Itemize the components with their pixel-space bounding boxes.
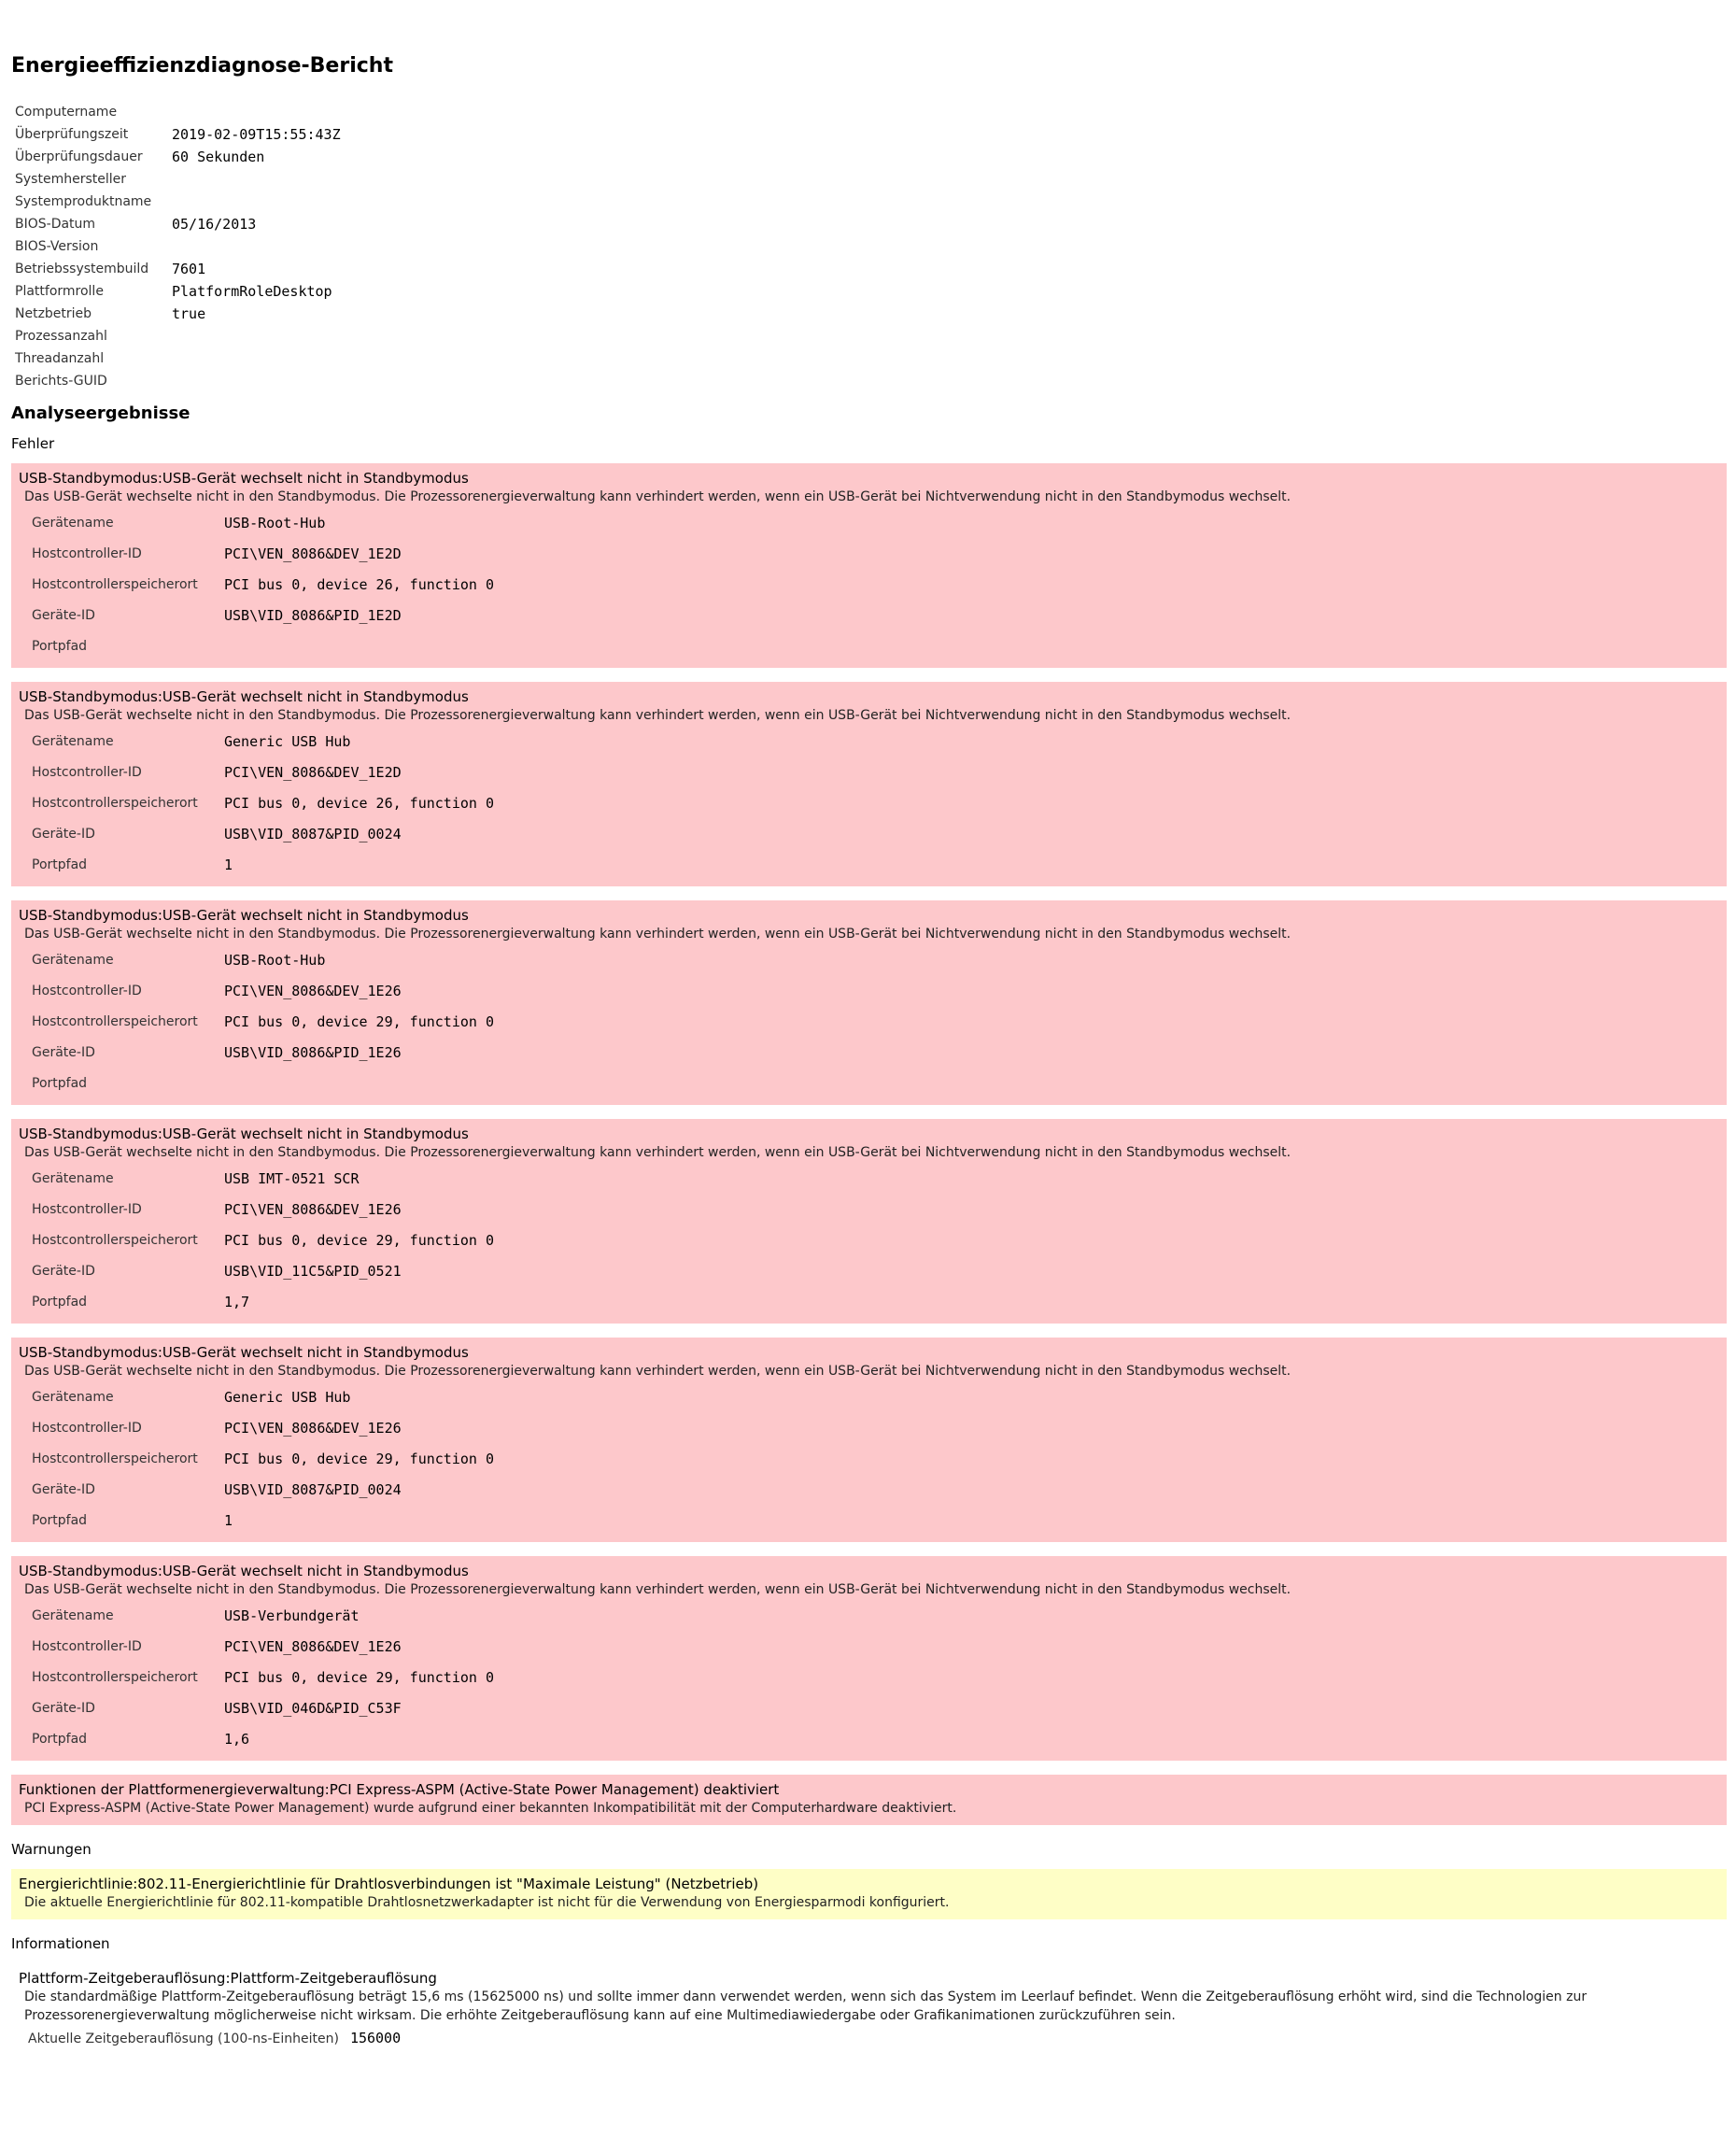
info-detail-row (28, 2029, 1721, 2048)
system-info-key: BIOS-Version (15, 239, 99, 254)
error-item (11, 900, 1727, 1105)
system-info-row (13, 191, 346, 213)
error-detail-value: PCI\VEN_8086&DEV_1E26 (224, 983, 402, 999)
error-detail-row (28, 1724, 500, 1755)
system-info-value: PlatformRoleDesktop (172, 283, 332, 300)
system-info-key: Threadanzahl (15, 351, 105, 366)
error-detail-row (28, 1256, 500, 1287)
warning-description: Die aktuelle Energierichtlinie für 802.11-kompatible Drahtlosnetzwerkadapter ist nicht für die Verwendung von Energiesparmodi konfiguriert. (24, 1895, 950, 1910)
system-info-row (13, 370, 346, 392)
error-item (11, 1119, 1727, 1324)
error-detail-key: Portpfad (32, 639, 88, 654)
error-detail-key: Geräte-ID (32, 1045, 95, 1060)
error-detail-row (28, 1007, 500, 1038)
error-title: Funktionen der Plattformenergieverwaltung:PCI Express-ASPM (Active-State Power Management) deaktiviert (19, 1781, 780, 1798)
error-detail-row (28, 1069, 500, 1099)
error-detail-value: USB\VID_8086&PID_1E2D (224, 607, 402, 624)
error-detail-row (28, 508, 500, 539)
warnings-list (11, 1869, 1725, 1919)
error-detail-key: Hostcontroller-ID (32, 1421, 142, 1436)
system-info-value: true (172, 305, 206, 322)
error-detail-row (28, 1475, 500, 1506)
system-info-row (13, 258, 346, 280)
error-detail-row (28, 1693, 500, 1724)
error-detail-value: USB-Root-Hub (224, 952, 326, 969)
error-detail-row (28, 601, 500, 631)
error-detail-key: Hostcontroller-ID (32, 1639, 142, 1654)
error-detail-table (28, 945, 500, 1099)
error-detail-key: Hostcontroller-ID (32, 765, 142, 780)
error-detail-value: USB IMT-0521 SCR (224, 1170, 360, 1187)
error-detail-value: PCI bus 0, device 29, function 0 (224, 1013, 494, 1030)
info-label: Informationen (11, 1935, 110, 1952)
system-info-key: BIOS-Datum (15, 217, 96, 232)
error-detail-key: Hostcontrollerspeicherort (32, 577, 198, 592)
error-detail-value: USB\VID_8087&PID_0024 (224, 1481, 402, 1498)
error-detail-row (28, 631, 500, 662)
error-detail-value (220, 1069, 500, 1099)
error-item (11, 682, 1727, 886)
error-detail-row (28, 1225, 500, 1256)
error-description: Das USB-Gerät wechselte nicht in den Standbymodus. Die Prozessorenergieverwaltung kann verhindert werden, wenn ein USB-Gerät bei Nichtverwendung nicht in den Standbymodus wechselt. (24, 708, 1291, 723)
system-info-key: Systemproduktname (15, 194, 152, 209)
error-detail-value: PCI\VEN_8086&DEV_1E2D (224, 545, 402, 562)
system-info-row (13, 101, 346, 123)
error-detail-row (28, 1195, 500, 1225)
system-info-row (13, 123, 346, 146)
warnings-label: Warnungen (11, 1841, 92, 1858)
error-description: Das USB-Gerät wechselte nicht in den Standbymodus. Die Prozessorenergieverwaltung kann verhindert werden, wenn ein USB-Gerät bei Nichtverwendung nicht in den Standbymodus wechselt. (24, 1582, 1291, 1597)
system-info-value (170, 325, 346, 347)
error-detail-value: PCI\VEN_8086&DEV_1E26 (224, 1638, 402, 1655)
info-title: Plattform-Zeitgeberauflösung:Plattform-Zeitgeberauflösung (19, 1970, 437, 1987)
error-detail-value: PCI\VEN_8086&DEV_1E26 (224, 1420, 402, 1437)
error-item (11, 463, 1727, 668)
error-detail-value (220, 631, 500, 662)
system-info-value: 05/16/2013 (172, 216, 257, 233)
error-detail-value: 1,7 (224, 1294, 250, 1310)
error-detail-table (28, 1164, 500, 1318)
error-detail-key: Portpfad (32, 1295, 88, 1310)
error-title: USB-Standbymodus:USB-Gerät wechselt nicht in Standbymodus (19, 1344, 469, 1361)
error-detail-row (28, 727, 500, 757)
error-detail-value: Generic USB Hub (224, 1389, 351, 1406)
system-info-key: Überprüfungsdauer (15, 149, 143, 164)
error-item (11, 1775, 1727, 1825)
errors-label: Fehler (11, 435, 55, 452)
error-detail-row (28, 539, 500, 570)
system-info-value (170, 168, 346, 191)
error-detail-value: USB\VID_046D&PID_C53F (224, 1700, 402, 1717)
error-detail-row (28, 1506, 500, 1536)
error-detail-row (28, 850, 500, 881)
error-detail-key: Geräte-ID (32, 1482, 95, 1497)
error-detail-value: USB-Verbundgerät (224, 1607, 360, 1624)
system-info-value: 60 Sekunden (172, 149, 265, 165)
error-detail-key: Portpfad (32, 1076, 88, 1091)
error-detail-key: Geräte-ID (32, 827, 95, 842)
error-detail-key: Hostcontroller-ID (32, 984, 142, 998)
error-detail-key: Hostcontrollerspeicherort (32, 1014, 198, 1029)
error-title: USB-Standbymodus:USB-Gerät wechselt nicht in Standbymodus (19, 1563, 469, 1579)
error-detail-key: Hostcontrollerspeicherort (32, 796, 198, 811)
error-detail-key: Geräte-ID (32, 1264, 95, 1279)
error-detail-row (28, 1382, 500, 1413)
error-detail-table (28, 1601, 500, 1755)
error-detail-key: Hostcontrollerspeicherort (32, 1233, 198, 1248)
error-detail-row (28, 1164, 500, 1195)
system-info-row (13, 168, 346, 191)
error-detail-value: PCI bus 0, device 29, function 0 (224, 1451, 494, 1467)
error-detail-value: USB\VID_11C5&PID_0521 (224, 1263, 402, 1280)
error-detail-value: PCI bus 0, device 29, function 0 (224, 1232, 494, 1249)
error-detail-key: Gerätename (32, 1171, 114, 1186)
warning-title: Energierichtlinie:802.11-Energierichtlinie für Drahtlosverbindungen ist "Maximale Leistung" (Netzbetrieb) (19, 1876, 759, 1892)
error-detail-row (28, 1632, 500, 1663)
error-detail-key: Hostcontroller-ID (32, 546, 142, 561)
system-info-key: Berichts-GUID (15, 374, 107, 389)
info-detail-key: Aktuelle Zeitgeberauflösung (100-ns-Einheiten) (28, 2032, 339, 2046)
error-detail-value: 1 (224, 1512, 233, 1529)
system-info-value (170, 191, 346, 213)
system-info-value (170, 235, 346, 258)
error-description: PCI Express-ASPM (Active-State Power Management) wurde aufgrund einer bekannten Inkompatibilität mit der Computerhardware deaktiviert. (24, 1801, 957, 1816)
error-detail-value: 1 (224, 857, 233, 873)
error-detail-table (28, 1382, 500, 1536)
error-title: USB-Standbymodus:USB-Gerät wechselt nicht in Standbymodus (19, 907, 469, 924)
error-detail-key: Geräte-ID (32, 1701, 95, 1716)
system-info-row (13, 325, 346, 347)
warning-item (11, 1869, 1727, 1919)
error-detail-row (28, 976, 500, 1007)
system-info-value (170, 370, 346, 392)
error-detail-value: USB\VID_8086&PID_1E26 (224, 1044, 402, 1061)
error-detail-row (28, 1413, 500, 1444)
error-detail-row (28, 1444, 500, 1475)
error-title: USB-Standbymodus:USB-Gerät wechselt nicht in Standbymodus (19, 470, 469, 487)
error-detail-key: Portpfad (32, 857, 88, 872)
error-detail-value: PCI bus 0, device 29, function 0 (224, 1669, 494, 1686)
system-info-row (13, 146, 346, 168)
system-info-row (13, 213, 346, 235)
system-info-key: Betriebssystembuild (15, 262, 149, 276)
info-detail-value: 156000 (349, 2030, 402, 2046)
error-title: USB-Standbymodus:USB-Gerät wechselt nicht in Standbymodus (19, 688, 469, 705)
info-item (11, 1963, 1727, 2054)
error-detail-row (28, 1287, 500, 1318)
error-item (11, 1556, 1727, 1761)
system-info-value (170, 101, 346, 123)
error-detail-row (28, 570, 500, 601)
error-detail-value: 1,6 (224, 1731, 250, 1748)
error-detail-key: Gerätename (32, 516, 114, 531)
system-info-key: Überprüfungszeit (15, 127, 129, 142)
error-detail-key: Hostcontrollerspeicherort (32, 1451, 198, 1466)
system-info-row (13, 347, 346, 370)
info-description: Die standardmäßige Plattform-Zeitgeberauflösung beträgt 15,6 ms (15625000 ns) und sollte immer dann verwendet werden, wenn sich das System im Leerlauf befindet. Wenn die Zeitgeberauflösung erhöht wird, sind die Technologien zur Prozessorenergieverwaltung möglicherweise nicht wirksam. Die erhöhte Zeitgeberauflösung kann auf eine Multimediawiedergabe oder Grafikanimationen zurückzuführen sein. (24, 1989, 1588, 2023)
system-info-row (13, 280, 346, 303)
error-detail-row (28, 945, 500, 976)
error-detail-value: PCI bus 0, device 26, function 0 (224, 795, 494, 812)
system-info-value (170, 347, 346, 370)
error-detail-key: Gerätename (32, 734, 114, 749)
error-description: Das USB-Gerät wechselte nicht in den Standbymodus. Die Prozessorenergieverwaltung kann verhindert werden, wenn ein USB-Gerät bei Nichtverwendung nicht in den Standbymodus wechselt. (24, 489, 1291, 504)
error-detail-key: Portpfad (32, 1732, 88, 1747)
error-detail-table (28, 508, 500, 662)
error-detail-key: Gerätename (32, 1390, 114, 1405)
system-info-row (13, 303, 346, 325)
error-detail-table (28, 727, 500, 881)
error-title: USB-Standbymodus:USB-Gerät wechselt nicht in Standbymodus (19, 1126, 469, 1142)
report-title: Energieeffizienzdiagnose-Bericht (11, 54, 393, 78)
error-detail-value: USB\VID_8087&PID_0024 (224, 826, 402, 842)
error-detail-key: Hostcontrollerspeicherort (32, 1670, 198, 1685)
error-detail-row (28, 819, 500, 850)
errors-list (11, 463, 1725, 1825)
system-info-key: Systemhersteller (15, 172, 126, 187)
system-info-value: 2019-02-09T15:55:43Z (172, 126, 341, 143)
error-detail-key: Gerätename (32, 953, 114, 968)
error-description: Das USB-Gerät wechselte nicht in den Standbymodus. Die Prozessorenergieverwaltung kann verhindert werden, wenn ein USB-Gerät bei Nichtverwendung nicht in den Standbymodus wechselt. (24, 927, 1291, 942)
error-description: Das USB-Gerät wechselte nicht in den Standbymodus. Die Prozessorenergieverwaltung kann verhindert werden, wenn ein USB-Gerät bei Nichtverwendung nicht in den Standbymodus wechselt. (24, 1145, 1291, 1160)
error-detail-value: PCI bus 0, device 26, function 0 (224, 576, 494, 593)
error-description: Das USB-Gerät wechselte nicht in den Standbymodus. Die Prozessorenergieverwaltung kann verhindert werden, wenn ein USB-Gerät bei Nichtverwendung nicht in den Standbymodus wechselt. (24, 1364, 1291, 1379)
error-detail-value: USB-Root-Hub (224, 515, 326, 531)
error-detail-value: Generic USB Hub (224, 733, 351, 750)
system-info-key: Netzbetrieb (15, 306, 92, 321)
informations-list (11, 1963, 1725, 2054)
error-detail-row (28, 1663, 500, 1693)
error-detail-row (28, 788, 500, 819)
error-detail-row (28, 1038, 500, 1069)
system-info-key: Prozessanzahl (15, 329, 107, 344)
system-info-key: Computername (15, 105, 118, 120)
system-info-table (13, 101, 346, 392)
error-detail-key: Gerätename (32, 1608, 114, 1623)
system-info-key: Plattformrolle (15, 284, 104, 299)
system-info-value: 7601 (172, 261, 206, 277)
error-detail-key: Hostcontroller-ID (32, 1202, 142, 1217)
error-detail-value: PCI\VEN_8086&DEV_1E26 (224, 1201, 402, 1218)
error-detail-row (28, 1601, 500, 1632)
error-item (11, 1338, 1727, 1542)
error-detail-value: PCI\VEN_8086&DEV_1E2D (224, 764, 402, 781)
system-info-row (13, 235, 346, 258)
error-detail-key: Geräte-ID (32, 608, 95, 623)
error-detail-key: Portpfad (32, 1513, 88, 1528)
analysis-heading: Analyseergebnisse (11, 404, 191, 423)
error-detail-row (28, 757, 500, 788)
